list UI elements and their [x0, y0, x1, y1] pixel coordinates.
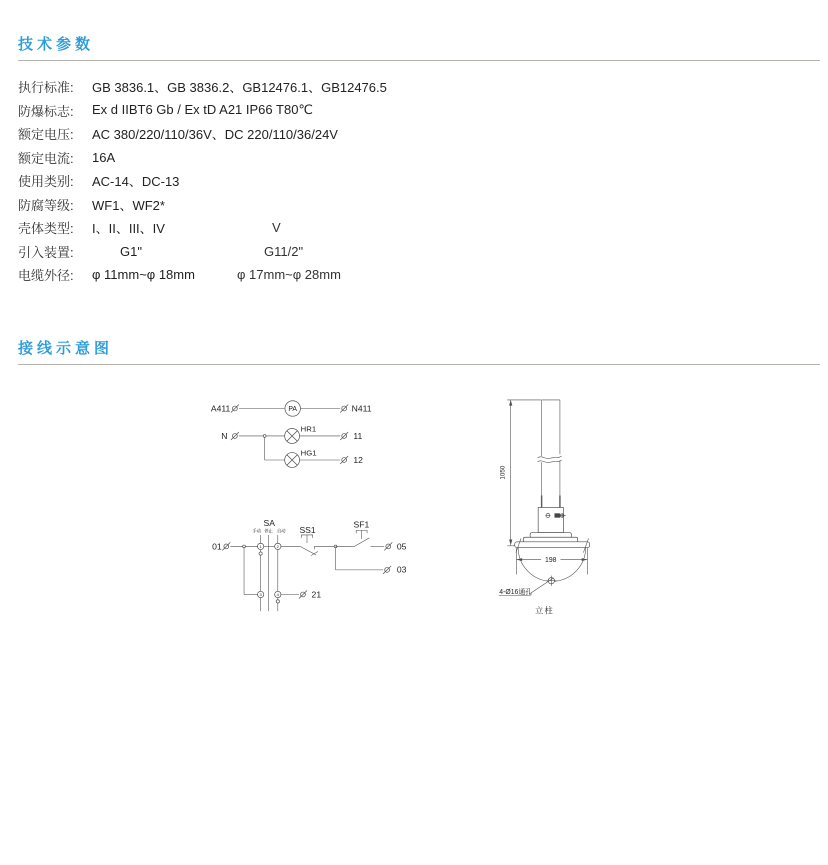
terminal-label-21: 21 [311, 588, 322, 599]
param-value: 16A [92, 149, 116, 165]
param-label: 防腐等级: [18, 197, 74, 213]
drawing-caption: 立柱 [535, 604, 554, 615]
param-value: φ 11mm~φ 18mm [92, 267, 195, 283]
width-dimension: 198 [545, 556, 557, 564]
junction-dot [263, 434, 266, 437]
lamp-hr1-label: HR1 [300, 423, 317, 433]
contact-marker [259, 551, 262, 554]
param-row [18, 263, 828, 287]
terminal-label-03: 03 [396, 564, 407, 575]
contact-number-3: 3 [259, 591, 262, 597]
terminal-icon [384, 542, 392, 550]
terminal-icon [340, 404, 348, 412]
junction-dot [243, 545, 246, 548]
terminal-icon [231, 404, 239, 412]
wiring-diagram-title: 接线示意图 [18, 339, 114, 357]
param-value: G11/2" [264, 243, 304, 259]
wiring-diagram-svg [0, 365, 828, 860]
param-row [18, 240, 828, 264]
param-label: 引入装置: [18, 244, 74, 260]
terminal-label-11: 11 [353, 430, 363, 441]
flange-rim [515, 541, 590, 547]
param-label: 电缆外径: [18, 268, 74, 284]
column-mechanical-drawing [499, 399, 590, 614]
contact-number-1: 1 [259, 543, 262, 549]
selector-sa-label: SA [263, 517, 275, 528]
param-label: 防爆标志: [18, 103, 74, 119]
wire-label-n: N [221, 430, 228, 441]
param-value: Ex d IIBT6 Gb / Ex tD A21 IP66 T80℃ [92, 102, 314, 118]
position-label-stop: 停止 [264, 528, 273, 534]
param-value: WF1、WF2* [92, 197, 165, 213]
param-value: G1" [120, 243, 142, 259]
terminal-icon [340, 455, 348, 463]
param-value: AC-14、DC-13 [92, 174, 180, 190]
dim-arrow-up [509, 399, 512, 405]
terminal-icon [383, 565, 391, 573]
param-label: 额定电流: [18, 150, 74, 166]
terminal-label-05: 05 [396, 540, 407, 551]
start-pushbutton-sf1-symbol [353, 519, 369, 546]
lamp-hg1-symbol [285, 452, 300, 467]
param-row [18, 216, 828, 240]
lamp-hr1-symbol [285, 428, 300, 443]
ammeter-lamp-circuit [211, 400, 372, 467]
contact-number-4: 4 [276, 591, 279, 597]
dim-arrow-down [509, 539, 512, 545]
height-dimension: 1050 [499, 465, 507, 480]
terminal-icon [222, 542, 230, 550]
terminal-icon [231, 431, 239, 439]
mounting-hole-symbol [546, 575, 556, 585]
contact-marker [276, 599, 279, 602]
holes-note: 4-Ø16通孔 [499, 588, 533, 596]
lamp-hg1-label: HG1 [300, 447, 317, 457]
wire-label-n411: N411 [351, 402, 372, 413]
ammeter-label: PA [288, 405, 298, 413]
param-value: V [272, 220, 281, 236]
tech-params-title: 技术参数 [18, 36, 95, 53]
param-value: φ 17mm~φ 28mm [237, 267, 341, 283]
sf1-label: SF1 [353, 519, 370, 530]
wire-label-a411: A411 [210, 402, 231, 413]
param-row [18, 169, 828, 193]
param-label: 壳体类型: [18, 221, 74, 237]
param-list [18, 75, 828, 287]
param-row [18, 193, 828, 217]
position-label-auto: 自动 [276, 528, 286, 534]
stop-pushbutton-ss1-symbol [299, 525, 317, 555]
dim-arrow-left [516, 558, 522, 561]
dome-base [518, 547, 586, 581]
set-screw-icon [546, 513, 566, 518]
terminal-icon [299, 590, 307, 598]
position-label-manual: 手动 [252, 528, 261, 534]
param-row [18, 99, 828, 123]
title-rule [18, 60, 820, 61]
control-circuit [212, 517, 406, 610]
ss1-label: SS1 [299, 524, 316, 535]
break-wave [538, 459, 562, 462]
terminal-label-01: 01 [212, 540, 222, 551]
param-row [18, 146, 828, 170]
param-value: AC 380/220/110/36V、DC 220/110/36/24V [92, 127, 338, 143]
contact-number-2: 2 [276, 543, 279, 549]
param-row [18, 75, 828, 99]
param-row [18, 122, 828, 146]
param-label: 执行标准: [18, 80, 74, 96]
break-wave [538, 455, 562, 458]
socket-block [538, 507, 563, 532]
param-value: I、II、III、IV [92, 221, 165, 237]
param-label: 使用类别: [18, 174, 74, 190]
dim-arrow-right [582, 558, 588, 561]
terminal-label-12: 12 [353, 454, 363, 465]
param-label: 额定电压: [18, 127, 74, 143]
terminal-icon [340, 431, 348, 439]
param-value: GB 3836.1、GB 3836.2、GB12476.1、GB12476.5 [92, 80, 387, 96]
